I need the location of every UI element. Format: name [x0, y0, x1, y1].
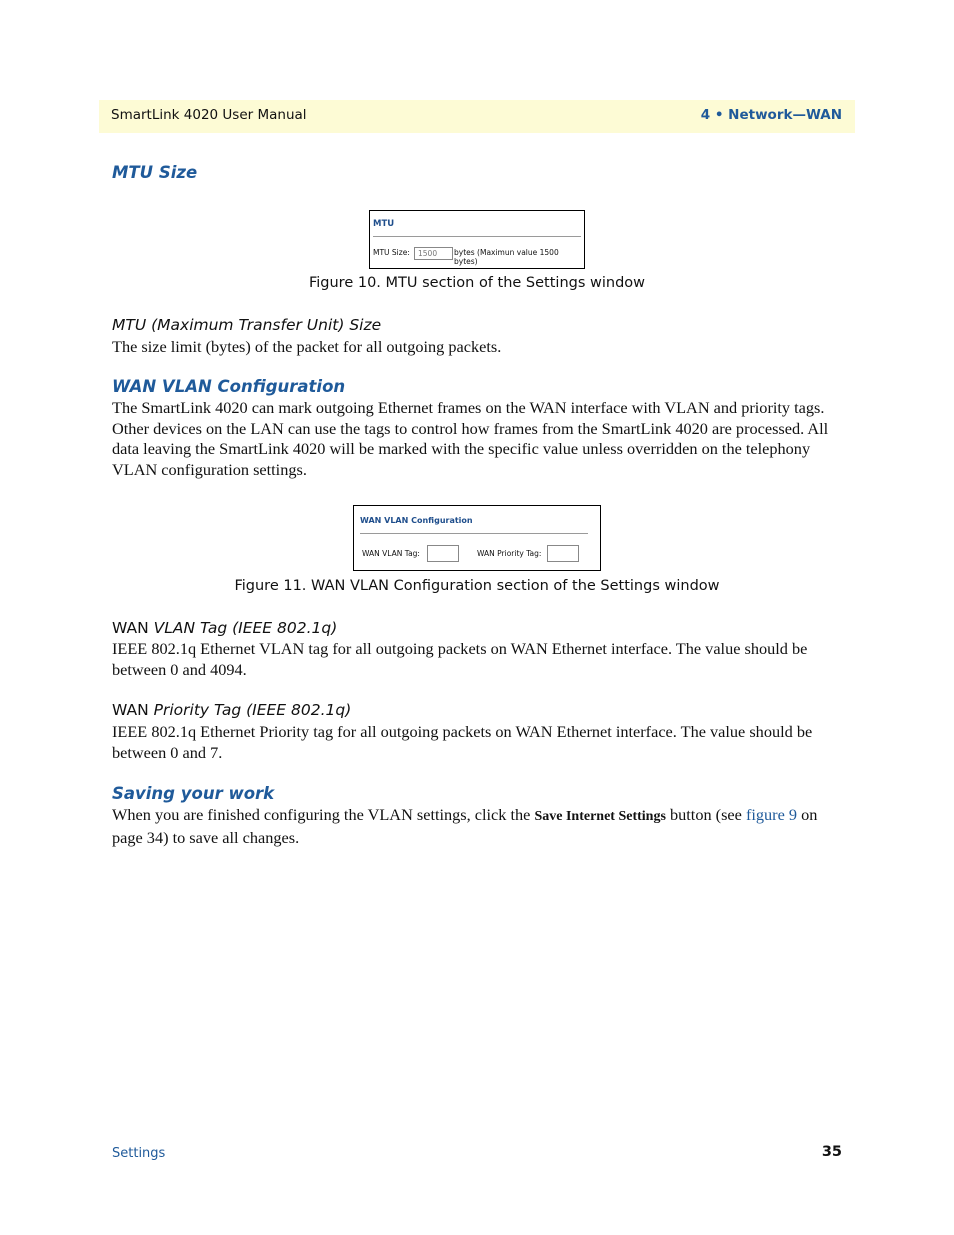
wan-vlan-tag-input[interactable] — [427, 545, 459, 562]
saving-paragraph — [112, 805, 842, 848]
priority-tag-term — [112, 701, 351, 719]
footer-section: Settings — [112, 1146, 166, 1161]
mtu-size-label: MTU Size: — [373, 248, 410, 257]
mtu-size-hint: bytes (Maximun value 1500 bytes) — [454, 248, 559, 266]
mtu-size-input[interactable]: 1500 — [414, 247, 453, 260]
saving-text-after: on page 34) to save all changes. — [112, 805, 818, 847]
priority-tag-description: IEEE 802.1q Ethernet Priority tag for all outgoing packets on WAN Ethernet interface. The value should be between 0 and 7. — [112, 722, 813, 762]
wan-priority-tag-input[interactable] — [547, 545, 579, 562]
chapter-title: 4 • Network—WAN — [700, 107, 842, 123]
figure-10-caption: Figure 10. MTU section of the Settings window — [308, 275, 646, 291]
vlan-tag-description: IEEE 802.1q Ethernet VLAN tag for all outgoing packets on WAN Ethernet interface. The value should be between 0 and 4094. — [112, 639, 808, 679]
mtu-figure-title: MTU — [373, 219, 395, 229]
mtu-figure-divider — [373, 236, 581, 237]
saving-text-middle: button (see — [669, 805, 742, 824]
wan-vlan-figure — [353, 505, 601, 571]
saving-heading: Saving your work — [112, 784, 275, 803]
vlan-tag-term — [112, 619, 337, 637]
mtu-term-text: MTU (Maximum Transfer Unit) Size — [112, 316, 382, 334]
wan-vlan-heading: WAN VLAN Configuration — [112, 377, 346, 396]
wan-vlan-figure-title: WAN VLAN Configuration — [360, 516, 473, 525]
vlan-tag-term-text: VLAN Tag (IEEE 802.1q) — [153, 619, 338, 637]
priority-tag-term-text: Priority Tag (IEEE 802.1q) — [153, 701, 352, 719]
mtu-term — [112, 316, 381, 334]
figure-9-link[interactable]: figure 9 — [745, 805, 798, 824]
running-header — [99, 100, 855, 133]
mtu-figure — [369, 210, 585, 269]
page-number: 35 — [821, 1144, 842, 1160]
wan-priority-tag-label: WAN Priority Tag: — [477, 549, 542, 558]
vlan-tag-term-prefix: WAN — [112, 619, 149, 637]
wan-vlan-figure-divider — [360, 533, 588, 534]
wan-vlan-tag-label: WAN VLAN Tag: — [362, 549, 420, 558]
mtu-description: The size limit (bytes) of the packet for all outgoing packets. — [112, 337, 502, 356]
wan-vlan-intro: The SmartLink 4020 can mark outgoing Ethernet frames on the WAN interface with VLAN and priority tags. Other devices on the LAN can use the tags to control how frames from the SmartLink 4020 are processed. All data leaving the SmartLink 4020 will be marked with the specific value unless overridden on the telephony VLAN configuration settings. — [112, 398, 829, 479]
priority-tag-term-prefix: WAN — [112, 701, 149, 719]
manual-title: SmartLink 4020 User Manual — [111, 107, 307, 123]
mtu-size-heading: MTU Size — [112, 163, 198, 182]
saving-text-before: When you are finished configuring the VLAN settings, click the — [112, 805, 531, 824]
figure-11-caption: Figure 11. WAN VLAN Configuration section of the Settings window — [234, 578, 720, 594]
save-internet-settings-reference: Save Internet Settings — [534, 809, 666, 824]
